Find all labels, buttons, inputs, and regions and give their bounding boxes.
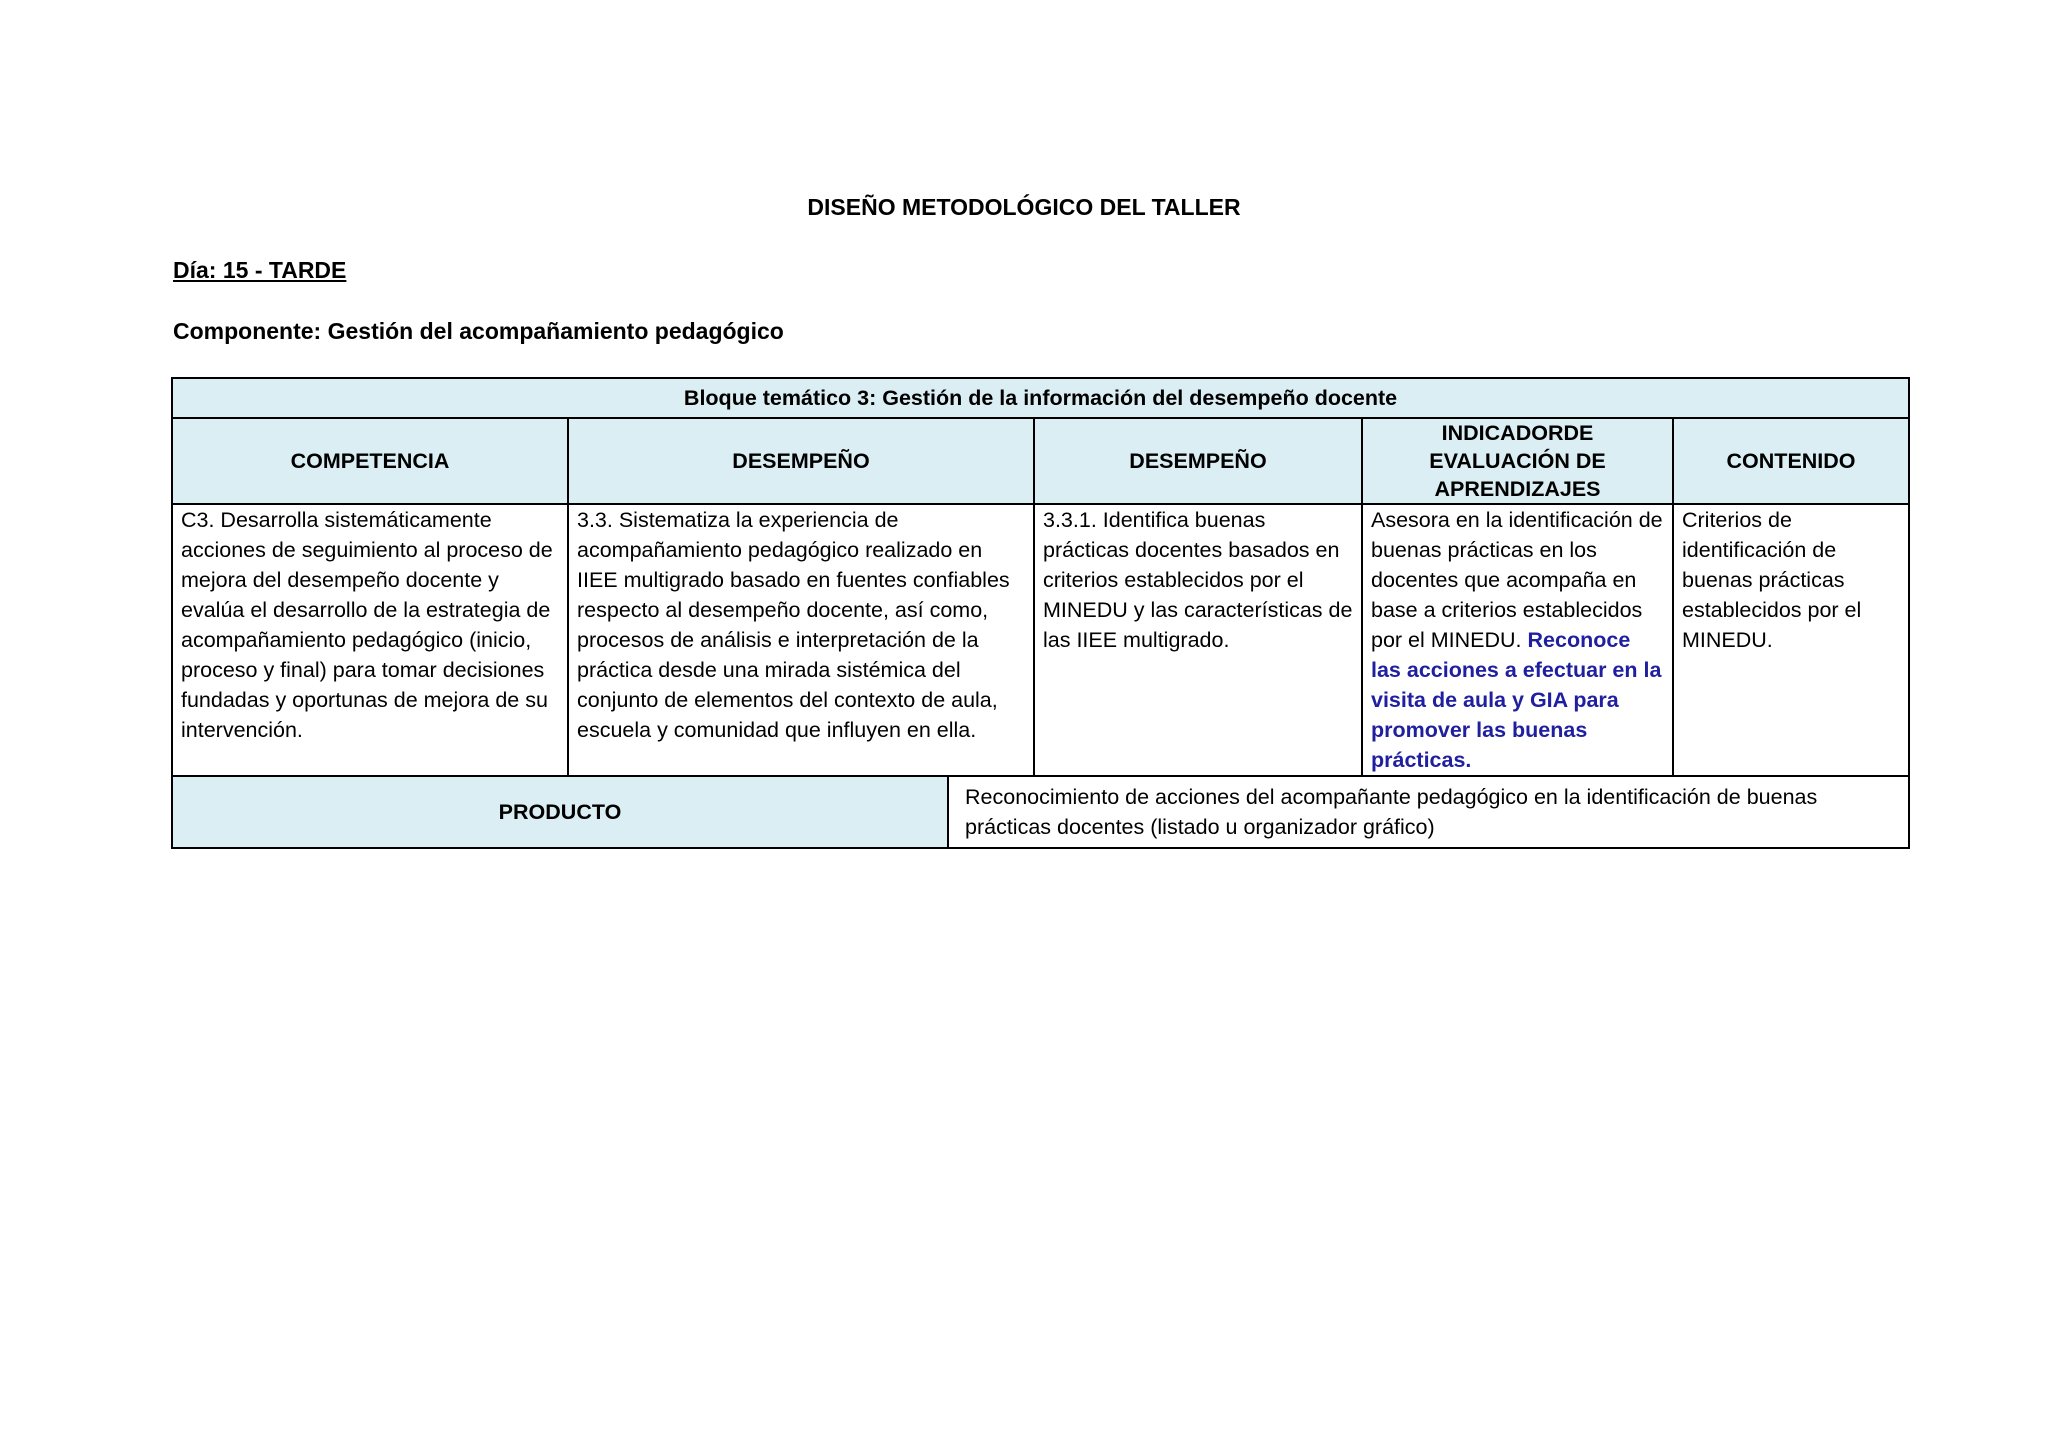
product-row: [172, 776, 1909, 848]
cell-competencia: C3. Desarrolla sistemáticamente acciones de seguimiento al proceso de mejora del desempeño docente y evalúa el desarrollo de la estrategia de acompañamiento pedagógico (inicio, proceso y final) para tomar decisiones fundadas y oportunas de mejora de su intervención.: [172, 504, 568, 776]
indicador-text: Asesora en la identificación de buenas prácticas en los docentes que acompaña en base a criterios establecidos por el MINEDU.: [1371, 508, 1663, 652]
header-desempeno-specific: DESEMPEÑO: [1034, 418, 1362, 504]
cell-desempeno: 3.3. Sistematiza la experiencia de acompañamiento pedagógico realizado en IIEE multigrado basado en fuentes confiables respecto al desempeño docente, así como, procesos de análisis e interpretación de la práctica desde una mirada sistémica del conjunto de elementos del contexto de aula, escuela y comunidad que influyen en ella.: [568, 504, 1034, 776]
page-title: DISEÑO METODOLÓGICO DEL TALLER: [807, 194, 1241, 220]
indicador-highlight: Reconoce las acciones a efectuar en la visita de aula y GIA para promover las buenas prácticas.: [1371, 628, 1662, 772]
header-desempeno: DESEMPEÑO: [568, 418, 1034, 504]
table-row: [172, 504, 1909, 776]
product-label: PRODUCTO: [172, 776, 948, 848]
product-description: Reconocimiento de acciones del acompañante pedagógico en la identificación de buenas prácticas docentes (listado u organizador gráfico): [948, 776, 1909, 848]
cell-desempeno-specific: 3.3.1. Identifica buenas prácticas docentes basados en criterios establecidos por el MINEDU y las características de las IIEE multigrado.: [1034, 504, 1362, 776]
component-heading: Componente: Gestión del acompañamiento pedagógico: [173, 318, 784, 344]
block-title-row: [172, 378, 1909, 418]
cell-contenido: Criterios de identificación de buenas prácticas establecidos por el MINEDU.: [1673, 504, 1909, 776]
day-heading: Día: 15 - TARDE: [173, 257, 347, 283]
cell-indicador: [1362, 504, 1673, 776]
header-contenido: CONTENIDO: [1673, 418, 1909, 504]
block-title: Bloque temático 3: Gestión de la información del desempeño docente: [172, 378, 1909, 418]
methodology-table: [171, 377, 1910, 849]
header-indicador: INDICADORDE EVALUACIÓN DE APRENDIZAJES: [1362, 418, 1673, 504]
header-competencia: COMPETENCIA: [172, 418, 568, 504]
column-header-row: [172, 418, 1909, 504]
